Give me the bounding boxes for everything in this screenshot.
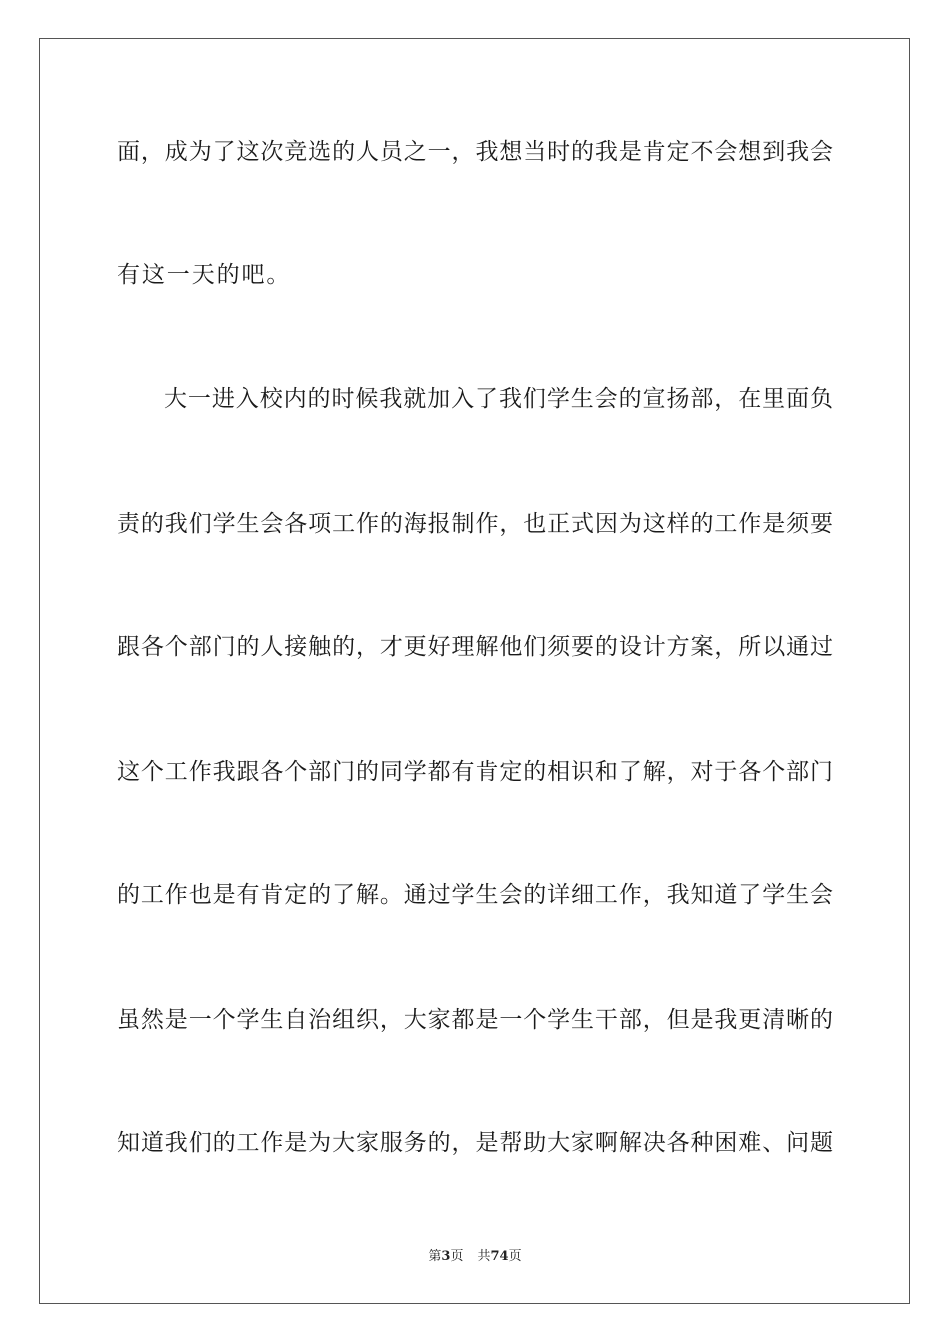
page-border	[39, 38, 910, 1304]
body-text-line: 面，成为了这次竞选的人员之一，我想当时的我是肯定不会想到我会	[117, 139, 833, 165]
total-pages-prefix: 共	[477, 1249, 491, 1264]
body-text-line: 的工作也是有肯定的了解。通过学生会的详细工作，我知道了学生会	[117, 882, 833, 908]
body-text-line: 跟各个部门的人接触的，才更好理解他们须要的设计方案，所以通过	[117, 634, 833, 660]
body-text-line: 虽然是一个学生自治组织，大家都是一个学生干部，但是我更清晰的	[117, 1007, 833, 1033]
total-pages-suffix: 页	[508, 1249, 522, 1264]
body-text-line: 知道我们的工作是为大家服务的，是帮助大家啊解决各种困难、问题	[117, 1130, 833, 1156]
body-text-line: 这个工作我跟各个部门的同学都有肯定的相识和了解，对于各个部门	[117, 759, 833, 785]
total-pages-number: 74	[490, 1249, 509, 1264]
page-footer	[0, 1248, 950, 1266]
page-number-prefix: 第	[428, 1249, 442, 1264]
body-text-line: 有这一天的吧。	[117, 262, 292, 288]
current-page-number: 3	[441, 1249, 451, 1264]
page-number-suffix: 页	[450, 1249, 464, 1264]
body-text-line: 责的我们学生会各项工作的海报制作，也正式因为这样的工作是须要	[117, 511, 833, 537]
body-text-line-paragraph-start: 大一进入校内的时候我就加入了我们学生会的宣扬部，在里面负	[164, 386, 833, 412]
